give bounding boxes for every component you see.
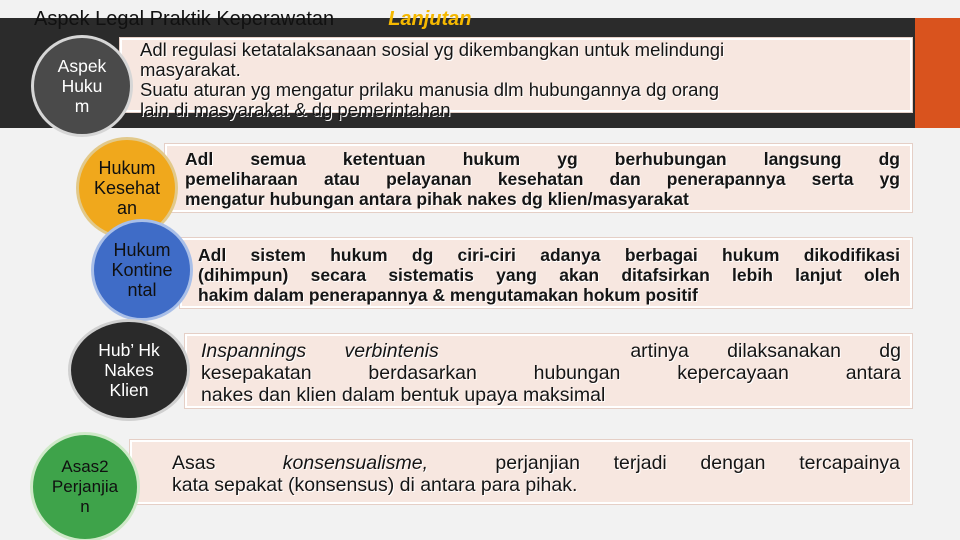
definition-line: [172, 452, 900, 474]
circle-hub-hk-nakes-klien: [71, 322, 187, 418]
definition-line: kesepakatan berdasarkan hubungan kepercayaan antara: [201, 362, 901, 384]
definition-line: Suatu aturan yg mengatur prilaku manusia dlm hubungannya dg orang: [140, 79, 720, 100]
circle-aspek-hukum: [34, 38, 130, 134]
circle-hukum-kontinental: [94, 222, 190, 318]
definition-fragment: perjanjian terjadi dengan tercapainya: [495, 452, 901, 474]
definition-text: [185, 149, 900, 209]
definition-line: mengatur hubungan antara pihak nakes dg klien/masyarakat: [185, 189, 689, 209]
circle-label: Aspek Huku m: [57, 56, 107, 116]
definition-line: [201, 340, 901, 362]
circle-label: Asas2 Perjanjia n: [51, 457, 119, 516]
term: konsensualisme,: [282, 452, 428, 474]
definition-line: kata sepakat (konsensus) di antara para pihak.: [172, 474, 578, 496]
definition-line: nakes dan klien dalam bentuk upaya maksimal: [201, 384, 606, 406]
definition-text: [172, 452, 900, 496]
definition-text: [201, 340, 901, 406]
circle-label: Hub’ Hk Nakes Klien: [98, 340, 160, 400]
circle-label: Hukum Kesehat an: [93, 158, 161, 218]
term: Inspannings verbintenis: [201, 340, 439, 362]
accent-tab: [915, 18, 960, 128]
circle-hukum-kesehatan: [79, 140, 175, 236]
definition-line: pemeliharaan atau pelayanan kesehatan dan penerapannya serta yg: [185, 169, 900, 189]
definition-line: Adl sistem hukum dg ciri-ciri adanya berbagai hukum dikodifikasi: [198, 245, 900, 265]
definition-box-aspek-hukum: [120, 38, 912, 120]
definition-box-asas-perjanjian: [130, 440, 912, 504]
definition-box-hukum-kontinental: [180, 238, 912, 308]
page-title: [34, 8, 472, 31]
circle-asas-perjanjian: [33, 435, 137, 539]
definition-line: masyarakat.: [140, 59, 241, 80]
title-main: Aspek Legal Praktik Keperawatan: [34, 8, 335, 30]
definition-text: [140, 40, 900, 120]
definition-text: [198, 245, 900, 305]
definition-line: hakim dalam penerapannya & mengutamakan hokum positif: [198, 285, 698, 305]
definition-line: Adl regulasi ketatalaksanaan sosial yg dikembangkan untuk melindungi: [140, 39, 725, 60]
definition-fragment: artinya dilaksanakan dg: [630, 340, 901, 362]
definition-box-hub-hk-nakes-klien: [185, 334, 912, 408]
definition-fragment: Asas: [172, 452, 216, 474]
definition-line: lain di masyarakat & dg pemerintahan: [140, 99, 451, 120]
definition-line: Adl semua ketentuan hukum yg berhubungan langsung dg: [185, 149, 900, 169]
circle-label: Hukum Kontine ntal: [111, 240, 173, 300]
title-accent: Lanjutan: [388, 8, 472, 30]
definition-line: (dihimpun) secara sistematis yang akan ditafsirkan lebih lanjut oleh: [198, 265, 900, 285]
definition-box-hukum-kesehatan: [165, 144, 912, 212]
